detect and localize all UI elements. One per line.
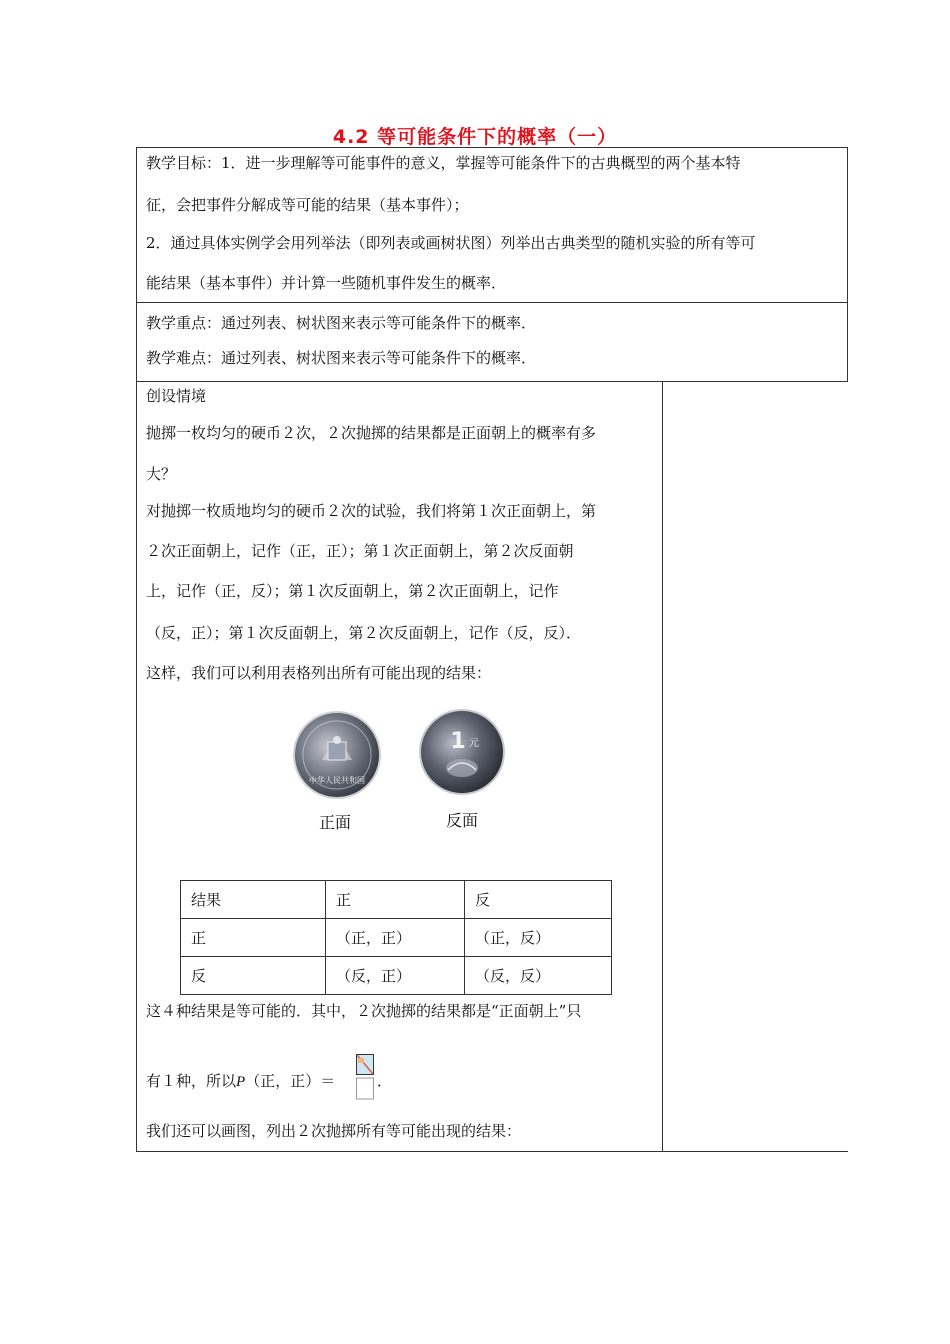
after-line-1: 这４种结果是等可能的．其中，２次抛掷的结果都是“正面朝上”只 [146,1002,582,1020]
para-line-3: 上，记作（正，反）；第１次反面朝上，第２次正面朝上，记作 [146,582,559,600]
coin-front-image [292,710,382,800]
para-line-5: 这样，我们可以利用表格列出所有可能出现的结果： [146,664,492,682]
page-title: 4.2 等可能条件下的概率（一） [332,126,618,148]
table-header-cell: 结果 [181,881,326,919]
table-header-cell: 正 [326,881,465,919]
table-cell: 正 [181,919,326,957]
after-line-2-end: ． [377,1072,393,1090]
coin-back-label: 反面 [446,811,479,830]
goals-line-4: 能结果（基本事件）并计算一些随机事件发生的概率． [146,274,507,292]
table-cell: （正，正） [326,919,465,957]
goals-line-3: 2．通过具体实例学会用列举法（即列表或画树状图）列举出古典类型的随机实验的所有等可 [146,234,756,252]
key-point: 教学重点：通过列表、树状图来表示等可能条件下的概率． [146,314,537,332]
para-line-4: （反，正）；第１次反面朝上，第２次反面朝上，记作（反，反）． [146,624,582,642]
table-header-cell: 反 [465,881,612,919]
table-cell: （正，反） [465,919,612,957]
after-line-2-middle: （正，正）＝ [245,1072,336,1090]
coin-front-text: 中华人民共和国 [309,776,365,785]
table-row [181,957,612,995]
scenario-heading: 创设情境 [146,387,207,405]
content-column [136,381,663,1152]
table-row [181,919,612,957]
coin-front-label: 正面 [319,813,352,832]
coin-back-unit: 元 [469,738,479,749]
after-line-3: 我们还可以画图，列出２次抛掷所有等可能出现的结果： [146,1122,522,1140]
fraction-image [356,1054,374,1100]
after-line-2-start: 有１种，所以 [146,1072,237,1090]
after-line-2 [146,1070,335,1091]
table-cell: 反 [181,957,326,995]
bottom-rule-right [662,1151,848,1152]
question-line-1: 抛掷一枚均匀的硬币２次，２次抛掷的结果都是正面朝上的概率有多 [146,424,597,442]
coin-back-image [418,708,506,796]
para-line-1: 对抛掷一枚质地均匀的硬币２次的试验，我们将第１次正面朝上，第 [146,502,597,520]
table-cell: （反，反） [465,957,612,995]
goals-line-2: 征，会把事件分解成等可能的结果（基本事件）； [146,196,469,214]
question-line-2: 大？ [146,465,177,483]
para-line-2: ２次正面朝上，记作（正，正）；第１次正面朝上，第２次反面朝 [146,542,574,560]
goals-line-1: 教学目标：1．进一步理解等可能事件的意义，掌握等可能条件下的古典概型的两个基本特 [146,154,741,172]
table-header-row [181,881,612,919]
probability-symbol: P [236,1074,246,1090]
outcomes-table [180,880,612,995]
coin-back-number: 1 [450,729,466,754]
table-cell: （反，正） [326,957,465,995]
difficult-point: 教学难点：通过列表、树状图来表示等可能条件下的概率． [146,349,537,367]
